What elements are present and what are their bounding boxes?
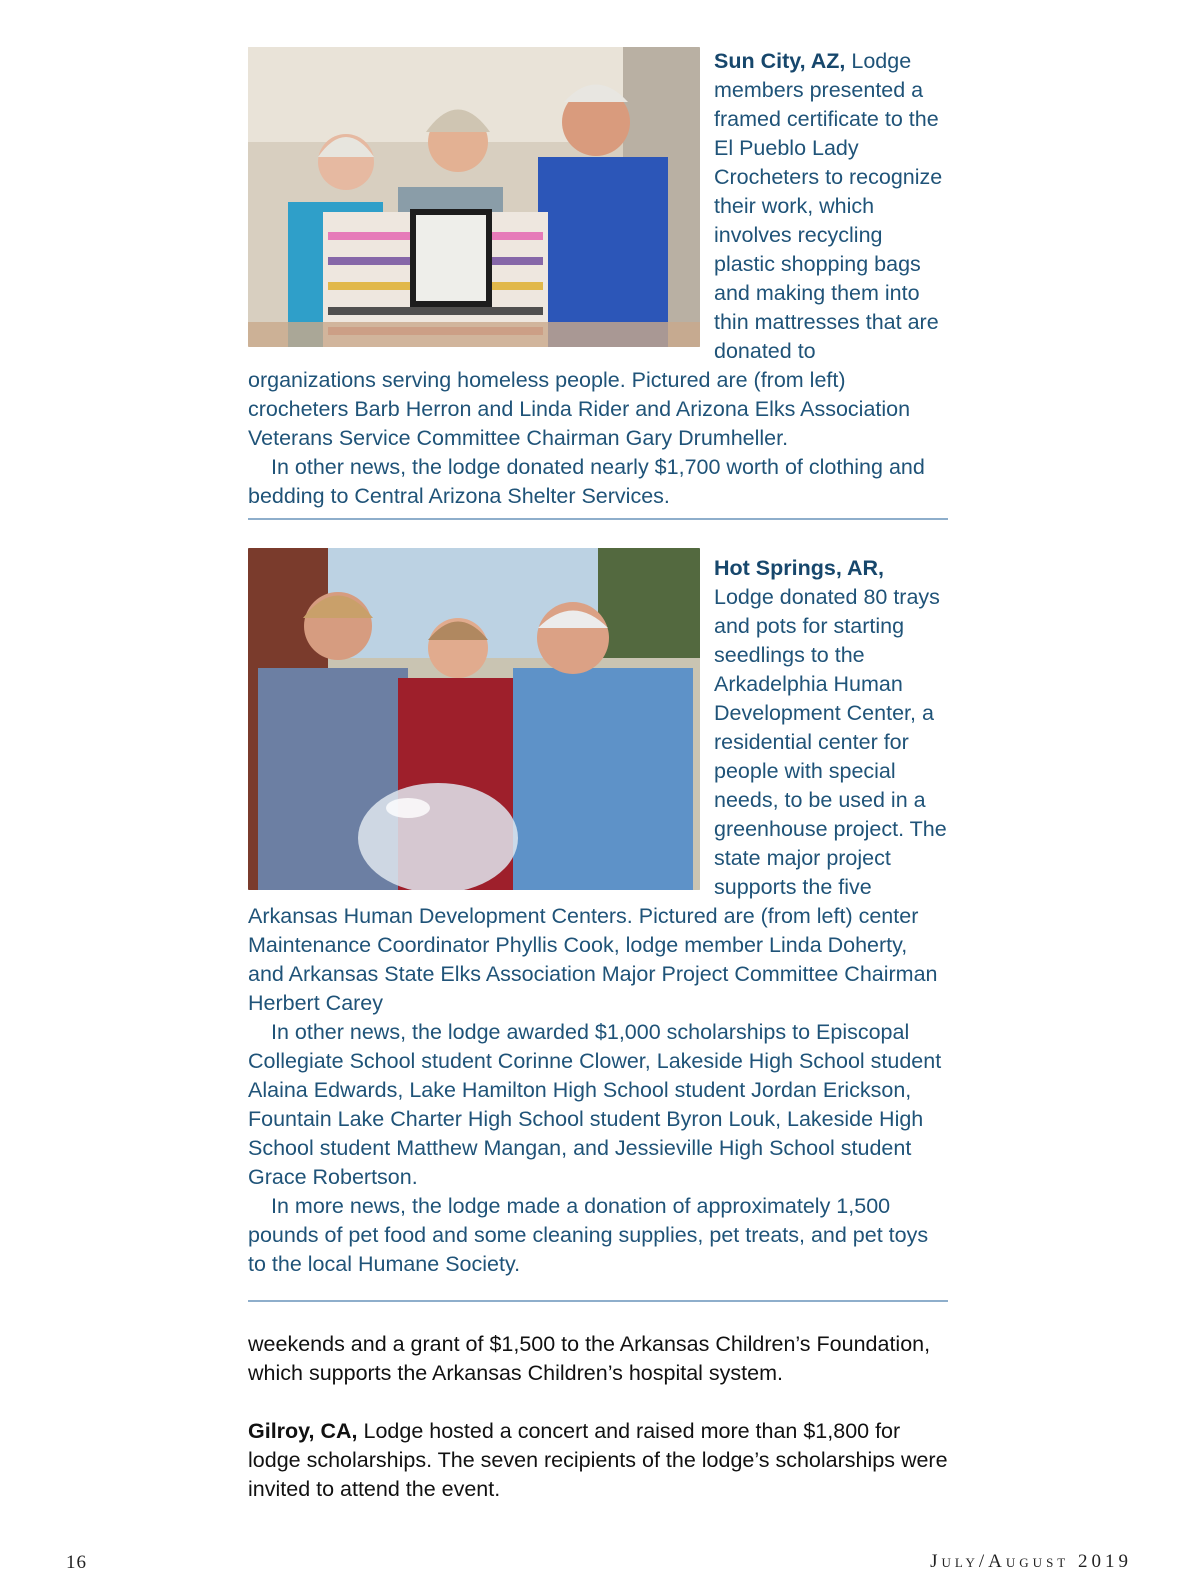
story-sun-city [248,47,948,511]
story-gilroy-body: Lodge hosted a concert and raised more than $1,800 for lodge scholarships. The seven recipients of the lodge’s scholarships were invited to attend the event. [248,1419,948,1501]
story-sun-city-lead: Sun City, AZ, [714,49,846,73]
photo-hot-springs-image [248,548,700,890]
page-number: 16 [66,1552,87,1573]
story-sun-city-para2: In other news, the lodge donated nearly $1,700 worth of clothing and bedding to Central Arizona Shelter Services. [248,455,925,508]
story-gilroy [248,1417,948,1504]
issue-date: July/August 2019 [930,1551,1132,1572]
story-hot-springs-para2: In other news, the lodge awarded $1,000 scholarships to Episcopal Collegiate School student Corinne Clower, Lakeside High School student Alaina Edwards, Lake Hamilton High School student Jordan Erickson, Fountain Lake Charter High School student Byron Louk, Lakeside High School student Matthew Mangan, and Jessieville High School student Grace Robertson. [248,1020,942,1189]
story-hot-springs-body: Lodge donated 80 trays and pots for starting seedlings to the Arkadelphia Human Development Center, a residential center for people with special needs, to be used in a greenhouse project. The state major project supports the five Arkansas Human Development Centers. Pictured are (from left) center Maintenance Coordinator Phyllis Cook, lodge member Linda Doherty, and Arkansas State Elks Association Major Project Committee Chairman Herbert Carey [248,585,947,1015]
continued-paragraph: weekends and a grant of $1,500 to the Arkansas Children’s Foundation, which supports the Arkansas Children’s hospital system. [248,1332,931,1385]
section-divider-2 [248,1300,948,1302]
story-hot-springs-para3: In more news, the lodge made a donation of approximately 1,500 pounds of pet food and some cleaning supplies, pet treats, and pet toys to the local Humane Society. [248,1194,929,1276]
story-gilroy-lead: Gilroy, CA, [248,1419,358,1443]
photo-hot-springs-donation [248,548,700,890]
section-divider-1 [248,518,948,520]
story-hot-springs [248,554,948,1279]
story-hot-springs-lead: Hot Springs, AR, [714,556,885,580]
paragraph-spacer [248,1388,948,1417]
photo-sun-city-image [248,47,700,347]
story-sun-city-body: Lodge members presented a framed certificate to the El Pueblo Lady Crocheters to recognize their work, which involves recycling plastic shopping bags and making them into thin mattresses that are donated to organizations serving homeless people. Pictured are (from left) crocheters Barb Herron and Linda Rider and Arizona Elks Association Veterans Service Committee Chairman Gary Drumheller. [248,49,943,450]
photo-sun-city-crocheters [248,47,700,347]
continued-text [248,1330,948,1504]
